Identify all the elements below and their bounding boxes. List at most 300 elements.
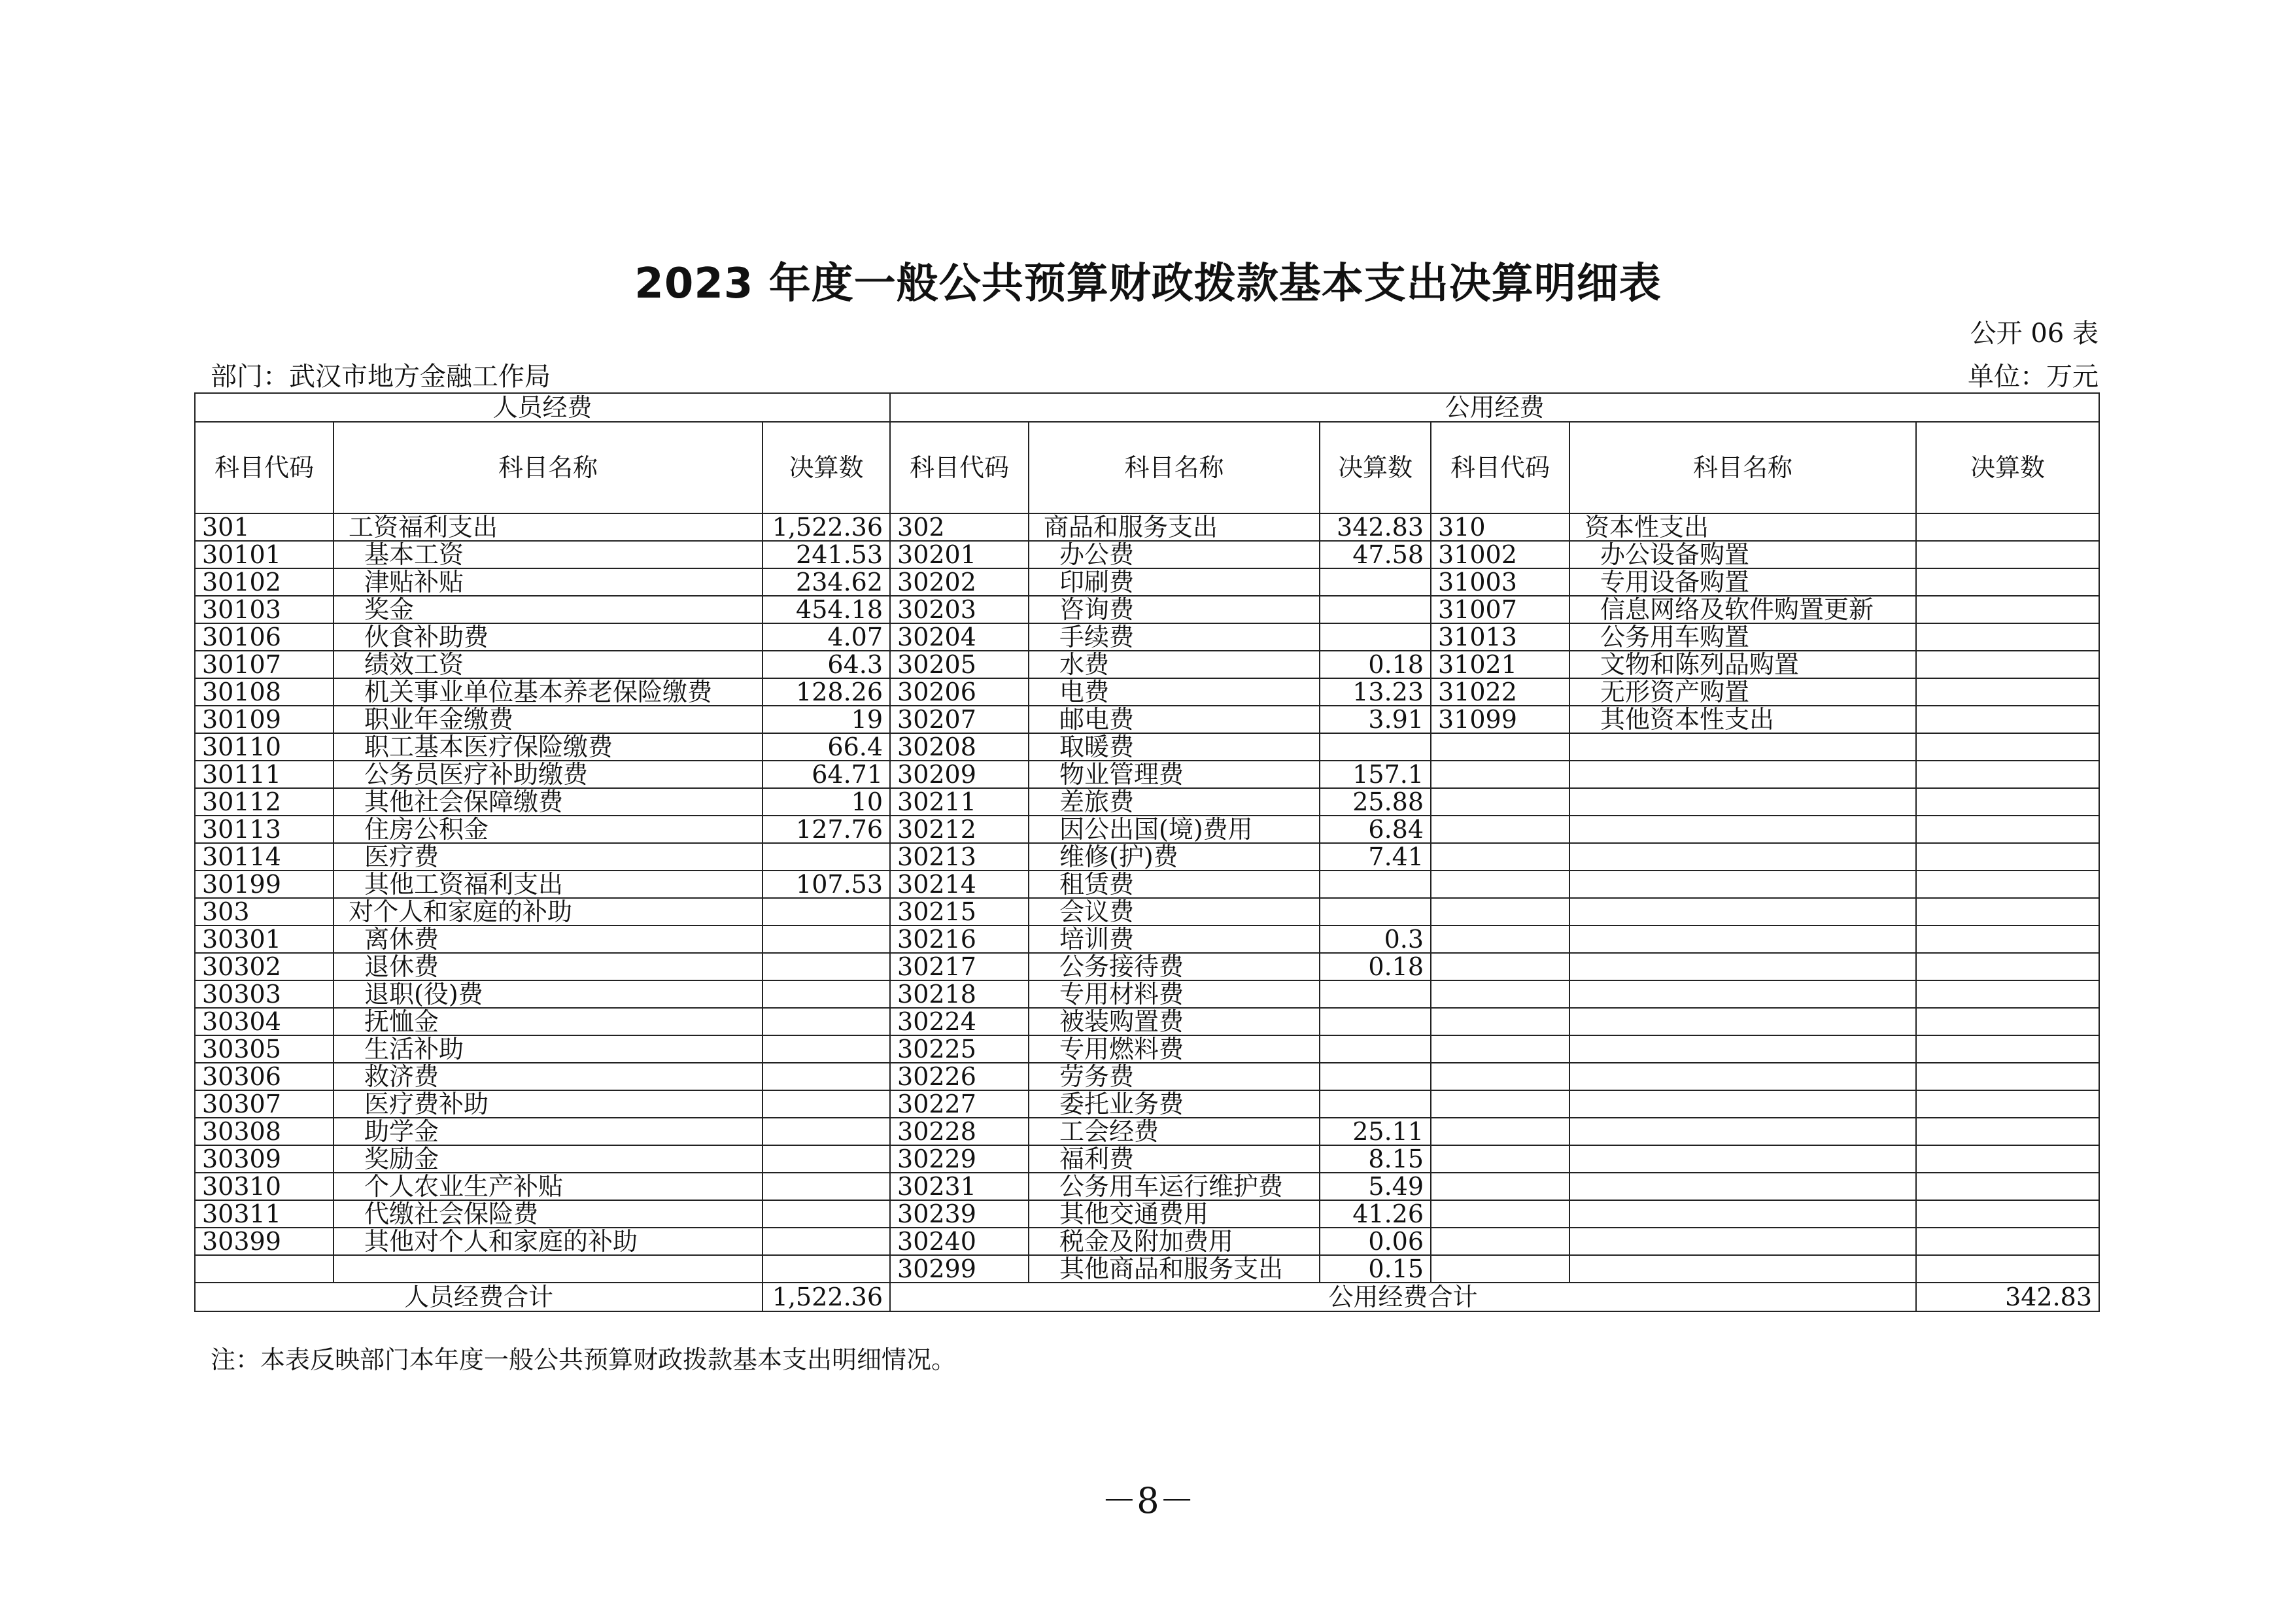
name-cell: 奖金 [334, 596, 762, 623]
code-cell: 30114 [195, 843, 334, 871]
amount-cell [762, 1200, 890, 1228]
col-amount-header: 决算数 [1320, 422, 1431, 513]
code-cell: 30226 [890, 1063, 1029, 1090]
code-cell: 30303 [195, 980, 334, 1008]
name-cell: 印刷费 [1029, 568, 1320, 596]
name-cell: 公务员医疗补助缴费 [334, 761, 762, 788]
amount-cell [1916, 651, 2099, 678]
amount-cell [1916, 788, 2099, 816]
code-cell: 301 [195, 513, 334, 541]
name-cell: 办公设备购置 [1569, 541, 1916, 568]
name-cell: 绩效工资 [334, 651, 762, 678]
amount-cell: 19 [762, 706, 890, 733]
amount-cell: 342.83 [1320, 513, 1431, 541]
code-cell: 30225 [890, 1035, 1029, 1063]
table-row [195, 541, 2099, 568]
amount-cell [1916, 1063, 2099, 1090]
public-header: 公用经费 [890, 393, 2099, 422]
col-name-header: 科目名称 [1029, 422, 1320, 513]
amount-cell: 454.18 [762, 596, 890, 623]
name-cell: 救济费 [334, 1063, 762, 1090]
code-cell: 30102 [195, 568, 334, 596]
code-cell [1431, 1145, 1569, 1173]
amount-cell: 1,522.36 [762, 513, 890, 541]
amount-cell [762, 980, 890, 1008]
amount-cell: 25.88 [1320, 788, 1431, 816]
code-cell: 30101 [195, 541, 334, 568]
name-cell: 文物和陈列品购置 [1569, 651, 1916, 678]
col-amount-header: 决算数 [762, 422, 890, 513]
col-code-header: 科目代码 [1431, 422, 1569, 513]
name-cell [1569, 1173, 1916, 1200]
amount-cell: 0.18 [1320, 953, 1431, 980]
page-number: －8－ [1101, 1480, 1195, 1521]
name-cell: 物业管理费 [1029, 761, 1320, 788]
amount-cell [762, 1145, 890, 1173]
amount-cell: 234.62 [762, 568, 890, 596]
amount-cell [1916, 1173, 2099, 1200]
code-cell: 30208 [890, 733, 1029, 761]
code-cell: 30310 [195, 1173, 334, 1200]
table-row [195, 568, 2099, 596]
name-cell: 其他社会保障缴费 [334, 788, 762, 816]
amount-cell [762, 953, 890, 980]
code-cell: 30108 [195, 678, 334, 706]
amount-cell [762, 1063, 890, 1090]
code-cell [1431, 953, 1569, 980]
code-cell [1431, 1118, 1569, 1145]
name-cell [1569, 733, 1916, 761]
table-row [195, 1255, 2099, 1283]
code-cell: 31003 [1431, 568, 1569, 596]
amount-cell [1320, 568, 1431, 596]
table-row [195, 843, 2099, 871]
name-cell [1569, 898, 1916, 925]
amount-cell [1320, 1035, 1431, 1063]
name-cell: 福利费 [1029, 1145, 1320, 1173]
code-cell: 30229 [890, 1145, 1029, 1173]
form-number: 公开 06 表 [1970, 319, 2099, 349]
amount-cell: 157.1 [1320, 761, 1431, 788]
name-cell [1569, 871, 1916, 898]
amount-cell [1916, 1008, 2099, 1035]
amount-cell [762, 1173, 890, 1200]
name-cell: 公务用车运行维护费 [1029, 1173, 1320, 1200]
table-row [195, 733, 2099, 761]
table-row [195, 816, 2099, 843]
amount-cell [762, 1035, 890, 1063]
amount-cell [1916, 596, 2099, 623]
amount-cell [762, 1118, 890, 1145]
amount-cell: 64.71 [762, 761, 890, 788]
name-cell: 个人农业生产补贴 [334, 1173, 762, 1200]
amount-cell [1320, 898, 1431, 925]
name-cell [1569, 1008, 1916, 1035]
amount-cell: 64.3 [762, 651, 890, 678]
code-cell: 31002 [1431, 541, 1569, 568]
code-cell: 30209 [890, 761, 1029, 788]
amount-cell [1916, 1035, 2099, 1063]
amount-cell [1320, 623, 1431, 651]
code-cell: 30203 [890, 596, 1029, 623]
code-cell: 30201 [890, 541, 1029, 568]
code-cell: 30399 [195, 1228, 334, 1255]
code-cell: 30106 [195, 623, 334, 651]
code-cell: 30305 [195, 1035, 334, 1063]
table-row [195, 898, 2099, 925]
amount-cell: 8.15 [1320, 1145, 1431, 1173]
amount-cell [1916, 513, 2099, 541]
personnel-total-label: 人员经费合计 [195, 1283, 762, 1311]
table-row [195, 1228, 2099, 1255]
name-cell: 职业年金缴费 [334, 706, 762, 733]
table-row [195, 1035, 2099, 1063]
amount-cell: 66.4 [762, 733, 890, 761]
table-row [195, 871, 2099, 898]
code-cell: 30202 [890, 568, 1029, 596]
name-cell [1569, 1200, 1916, 1228]
table-row [195, 953, 2099, 980]
code-cell [1431, 1090, 1569, 1118]
name-cell: 专用设备购置 [1569, 568, 1916, 596]
code-cell: 31013 [1431, 623, 1569, 651]
amount-cell: 13.23 [1320, 678, 1431, 706]
amount-cell [1916, 761, 2099, 788]
amount-cell [1916, 678, 2099, 706]
name-cell: 专用燃料费 [1029, 1035, 1320, 1063]
name-cell: 公务用车购置 [1569, 623, 1916, 651]
amount-cell: 6.84 [1320, 816, 1431, 843]
table-row [195, 706, 2099, 733]
public-total-label: 公用经费合计 [890, 1283, 1916, 1311]
name-cell: 伙食补助费 [334, 623, 762, 651]
amount-cell: 107.53 [762, 871, 890, 898]
name-cell: 其他资本性支出 [1569, 706, 1916, 733]
amount-cell [1916, 1228, 2099, 1255]
table-row [195, 925, 2099, 953]
name-cell [1569, 980, 1916, 1008]
col-name-header: 科目名称 [334, 422, 762, 513]
name-cell [1569, 1255, 1916, 1283]
name-cell: 抚恤金 [334, 1008, 762, 1035]
amount-cell [1320, 1008, 1431, 1035]
code-cell: 30299 [890, 1255, 1029, 1283]
department-label: 部门：武汉市地方金融工作局 [211, 362, 551, 392]
name-cell [1569, 788, 1916, 816]
amount-cell [1916, 1118, 2099, 1145]
code-cell [1431, 871, 1569, 898]
name-cell: 对个人和家庭的补助 [334, 898, 762, 925]
name-cell: 被装购置费 [1029, 1008, 1320, 1035]
amount-cell [1916, 816, 2099, 843]
name-cell: 信息网络及软件购置更新 [1569, 596, 1916, 623]
table-row [195, 1118, 2099, 1145]
amount-cell: 0.15 [1320, 1255, 1431, 1283]
amount-cell: 0.18 [1320, 651, 1431, 678]
code-cell [1431, 816, 1569, 843]
name-cell [1569, 816, 1916, 843]
amount-cell [1916, 623, 2099, 651]
amount-cell: 4.07 [762, 623, 890, 651]
code-cell: 30217 [890, 953, 1029, 980]
name-cell [1569, 1228, 1916, 1255]
code-cell: 30199 [195, 871, 334, 898]
table-row [195, 980, 2099, 1008]
code-cell: 30239 [890, 1200, 1029, 1228]
code-cell: 30111 [195, 761, 334, 788]
name-cell [334, 1255, 762, 1283]
code-cell: 31099 [1431, 706, 1569, 733]
code-cell: 30224 [890, 1008, 1029, 1035]
table-row [195, 1145, 2099, 1173]
name-cell: 商品和服务支出 [1029, 513, 1320, 541]
name-cell [1569, 761, 1916, 788]
amount-cell [762, 1228, 890, 1255]
code-cell [1431, 925, 1569, 953]
name-cell [1569, 1145, 1916, 1173]
amount-cell [1916, 871, 2099, 898]
amount-cell [1916, 1090, 2099, 1118]
expenditure-table [194, 392, 2100, 1312]
code-cell [1431, 761, 1569, 788]
col-name-header: 科目名称 [1569, 422, 1916, 513]
amount-cell [1320, 871, 1431, 898]
amount-cell [762, 1255, 890, 1283]
code-cell [1431, 1228, 1569, 1255]
code-cell: 30302 [195, 953, 334, 980]
amount-cell [762, 843, 890, 871]
code-cell: 30231 [890, 1173, 1029, 1200]
code-cell: 30218 [890, 980, 1029, 1008]
name-cell: 租赁费 [1029, 871, 1320, 898]
amount-cell [1916, 541, 2099, 568]
amount-cell: 5.49 [1320, 1173, 1431, 1200]
amount-cell: 128.26 [762, 678, 890, 706]
code-cell: 30240 [890, 1228, 1029, 1255]
code-cell: 303 [195, 898, 334, 925]
table-row [195, 1090, 2099, 1118]
name-cell: 工会经费 [1029, 1118, 1320, 1145]
name-cell: 邮电费 [1029, 706, 1320, 733]
table-row [195, 678, 2099, 706]
code-cell [1431, 1063, 1569, 1090]
name-cell: 公务接待费 [1029, 953, 1320, 980]
amount-cell [1916, 898, 2099, 925]
name-cell: 劳务费 [1029, 1063, 1320, 1090]
amount-cell [762, 1008, 890, 1035]
name-cell [1569, 1118, 1916, 1145]
code-cell: 30311 [195, 1200, 334, 1228]
name-cell: 基本工资 [334, 541, 762, 568]
name-cell [1569, 1035, 1916, 1063]
name-cell [1569, 953, 1916, 980]
amount-cell [1916, 568, 2099, 596]
code-cell: 30309 [195, 1145, 334, 1173]
code-cell: 30216 [890, 925, 1029, 953]
name-cell: 离休费 [334, 925, 762, 953]
name-cell: 其他交通费用 [1029, 1200, 1320, 1228]
amount-cell: 0.06 [1320, 1228, 1431, 1255]
amount-cell [1916, 733, 2099, 761]
amount-cell [1320, 1090, 1431, 1118]
amount-cell [1916, 1255, 2099, 1283]
col-amount-header: 决算数 [1916, 422, 2099, 513]
table-row [195, 1200, 2099, 1228]
name-cell: 手续费 [1029, 623, 1320, 651]
name-cell: 税金及附加费用 [1029, 1228, 1320, 1255]
amount-cell: 47.58 [1320, 541, 1431, 568]
code-cell: 30207 [890, 706, 1029, 733]
amount-cell [1916, 1200, 2099, 1228]
name-cell: 维修(护)费 [1029, 843, 1320, 871]
code-cell: 31021 [1431, 651, 1569, 678]
col-code-header: 科目代码 [195, 422, 334, 513]
code-cell [1431, 843, 1569, 871]
code-cell: 30214 [890, 871, 1029, 898]
code-cell [1431, 1255, 1569, 1283]
name-cell: 生活补助 [334, 1035, 762, 1063]
code-cell: 30307 [195, 1090, 334, 1118]
name-cell: 机关事业单位基本养老保险缴费 [334, 678, 762, 706]
name-cell: 津贴补贴 [334, 568, 762, 596]
name-cell: 工资福利支出 [334, 513, 762, 541]
name-cell: 办公费 [1029, 541, 1320, 568]
name-cell: 其他工资福利支出 [334, 871, 762, 898]
amount-cell: 3.91 [1320, 706, 1431, 733]
code-cell: 30308 [195, 1118, 334, 1145]
amount-cell [1320, 980, 1431, 1008]
page-title: 2023 年度一般公共预算财政拨款基本支出决算明细表 [634, 260, 1662, 308]
amount-cell [762, 1090, 890, 1118]
name-cell: 助学金 [334, 1118, 762, 1145]
code-cell: 31022 [1431, 678, 1569, 706]
name-cell: 专用材料费 [1029, 980, 1320, 1008]
code-cell: 310 [1431, 513, 1569, 541]
code-cell [1431, 1035, 1569, 1063]
amount-cell: 41.26 [1320, 1200, 1431, 1228]
table-row [195, 788, 2099, 816]
amount-cell [1916, 1145, 2099, 1173]
code-cell: 30228 [890, 1118, 1029, 1145]
name-cell: 无形资产购置 [1569, 678, 1916, 706]
amount-cell [762, 925, 890, 953]
amount-cell: 7.41 [1320, 843, 1431, 871]
amount-cell [1916, 706, 2099, 733]
name-cell: 其他商品和服务支出 [1029, 1255, 1320, 1283]
code-cell [1431, 1173, 1569, 1200]
amount-cell [1916, 843, 2099, 871]
name-cell: 其他对个人和家庭的补助 [334, 1228, 762, 1255]
footnote: 注：本表反映部门本年度一般公共预算财政拨款基本支出明细情况。 [211, 1345, 957, 1374]
code-cell: 30301 [195, 925, 334, 953]
code-cell: 30205 [890, 651, 1029, 678]
amount-cell [1916, 980, 2099, 1008]
code-cell: 30227 [890, 1090, 1029, 1118]
name-cell [1569, 1090, 1916, 1118]
name-cell: 差旅费 [1029, 788, 1320, 816]
amount-cell: 127.76 [762, 816, 890, 843]
code-cell [1431, 898, 1569, 925]
code-cell: 30206 [890, 678, 1029, 706]
name-cell: 电费 [1029, 678, 1320, 706]
code-cell: 30211 [890, 788, 1029, 816]
amount-cell: 241.53 [762, 541, 890, 568]
name-cell: 取暖费 [1029, 733, 1320, 761]
code-cell [1431, 980, 1569, 1008]
amount-cell: 25.11 [1320, 1118, 1431, 1145]
code-cell [195, 1255, 334, 1283]
amount-cell: 10 [762, 788, 890, 816]
code-cell: 30204 [890, 623, 1029, 651]
table-row [195, 1008, 2099, 1035]
name-cell [1569, 843, 1916, 871]
code-cell: 30212 [890, 816, 1029, 843]
amount-cell: 0.3 [1320, 925, 1431, 953]
code-cell: 30112 [195, 788, 334, 816]
name-cell: 住房公积金 [334, 816, 762, 843]
name-cell: 退休费 [334, 953, 762, 980]
amount-cell [1320, 1063, 1431, 1090]
personnel-header: 人员经费 [195, 393, 890, 422]
code-cell: 31007 [1431, 596, 1569, 623]
table-row [195, 596, 2099, 623]
name-cell: 医疗费补助 [334, 1090, 762, 1118]
col-code-header: 科目代码 [890, 422, 1029, 513]
code-cell: 30304 [195, 1008, 334, 1035]
name-cell: 职工基本医疗保险缴费 [334, 733, 762, 761]
public-total-value: 342.83 [1916, 1283, 2099, 1311]
amount-cell [1916, 925, 2099, 953]
name-cell: 培训费 [1029, 925, 1320, 953]
code-cell [1431, 1008, 1569, 1035]
amount-cell [1320, 596, 1431, 623]
unit-label: 单位：万元 [1968, 362, 2099, 392]
amount-cell [1320, 733, 1431, 761]
code-cell: 30103 [195, 596, 334, 623]
name-cell: 医疗费 [334, 843, 762, 871]
code-cell: 30213 [890, 843, 1029, 871]
code-cell [1431, 733, 1569, 761]
table-row [195, 1173, 2099, 1200]
name-cell: 奖励金 [334, 1145, 762, 1173]
code-cell [1431, 788, 1569, 816]
table-row [195, 1063, 2099, 1090]
name-cell [1569, 925, 1916, 953]
code-cell: 30109 [195, 706, 334, 733]
code-cell: 30107 [195, 651, 334, 678]
name-cell: 代缴社会保险费 [334, 1200, 762, 1228]
name-cell: 会议费 [1029, 898, 1320, 925]
code-cell: 30215 [890, 898, 1029, 925]
table-row [195, 651, 2099, 678]
name-cell: 水费 [1029, 651, 1320, 678]
code-cell: 30110 [195, 733, 334, 761]
code-cell [1431, 1200, 1569, 1228]
name-cell: 咨询费 [1029, 596, 1320, 623]
name-cell: 委托业务费 [1029, 1090, 1320, 1118]
table-row [195, 623, 2099, 651]
name-cell [1569, 1063, 1916, 1090]
code-cell: 30113 [195, 816, 334, 843]
name-cell: 资本性支出 [1569, 513, 1916, 541]
name-cell: 因公出国(境)费用 [1029, 816, 1320, 843]
table-row [195, 513, 2099, 541]
code-cell: 30306 [195, 1063, 334, 1090]
table-row [195, 761, 2099, 788]
amount-cell [762, 898, 890, 925]
name-cell: 退职(役)费 [334, 980, 762, 1008]
code-cell: 302 [890, 513, 1029, 541]
